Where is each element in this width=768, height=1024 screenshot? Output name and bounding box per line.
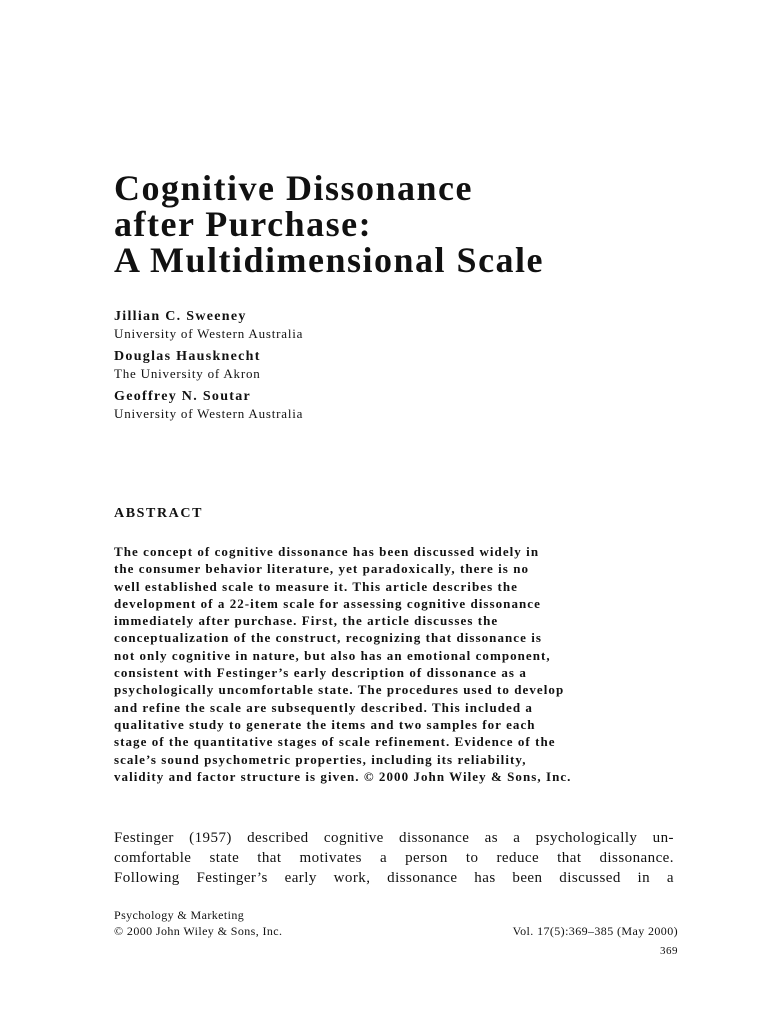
title-line-2: after Purchase:	[114, 204, 373, 244]
author-name: Geoffrey N. Soutar	[114, 389, 252, 404]
abstract-line: immediately after purchase. First, the article discusses the	[114, 613, 499, 629]
author-affiliation: University of Western Australia	[114, 326, 304, 341]
intro-line: Following Festinger’s early work, dissonance has been discussed in a	[114, 870, 674, 886]
volume-info: Vol. 17(5):369–385 (May 2000)	[512, 924, 678, 938]
footer-row-journal	[114, 907, 678, 923]
abstract-line: scale’s sound psychometric properties, including its reliability,	[114, 751, 527, 767]
intro-line: Festinger (1957) described cognitive dissonance as a psychologically un-	[114, 830, 674, 846]
abstract-line: validity and factor structure is given. © 2000 John Wiley & Sons, Inc.	[114, 768, 572, 784]
author-name: Jillian C. Sweeney	[114, 309, 247, 324]
abstract-heading: ABSTRACT	[114, 506, 204, 521]
author-name: Douglas Hausknecht	[114, 349, 261, 364]
abstract-line: well established scale to measure it. This article describes the	[114, 578, 518, 594]
footer-row-copyright	[114, 923, 678, 939]
abstract-line: and refine the scale are subsequently described. This included a	[114, 699, 533, 715]
abstract-line: psychologically uncomfortable state. The procedures used to develop	[114, 682, 565, 698]
author-entry	[114, 388, 674, 422]
abstract-body	[114, 543, 674, 785]
abstract-line: conceptualization of the construct, recognizing that dissonance is	[114, 630, 542, 646]
page-footer	[114, 907, 678, 939]
abstract-line: qualitative study to generate the items and two samples for each	[114, 716, 536, 732]
page-number: 369	[660, 945, 678, 957]
author-entry	[114, 308, 674, 342]
author-list	[114, 308, 674, 428]
intro-paragraph	[114, 828, 674, 888]
intro-line: comfortable state that motivates a person to reduce that dissonance.	[114, 850, 674, 866]
paper-title	[114, 170, 714, 278]
abstract-line: development of a 22-item scale for assessing cognitive dissonance	[114, 595, 541, 611]
abstract-line: stage of the quantitative stages of scale refinement. Evidence of the	[114, 734, 556, 750]
copyright-notice: © 2000 John Wiley & Sons, Inc.	[114, 924, 283, 938]
title-line-3: A Multidimensional Scale	[114, 240, 545, 280]
abstract-line: not only cognitive in nature, but also has an emotional component,	[114, 647, 551, 663]
abstract-line: The concept of cognitive dissonance has been discussed widely in	[114, 544, 540, 559]
author-affiliation: The University of Akron	[114, 366, 261, 381]
journal-name: Psychology & Marketing	[114, 908, 245, 922]
abstract-line: the consumer behavior literature, yet paradoxically, there is no	[114, 561, 530, 577]
abstract-line: consistent with Festinger’s early description of dissonance as a	[114, 665, 527, 681]
title-line-1: Cognitive Dissonance	[114, 168, 474, 208]
author-affiliation: University of Western Australia	[114, 406, 304, 421]
author-entry	[114, 348, 674, 382]
